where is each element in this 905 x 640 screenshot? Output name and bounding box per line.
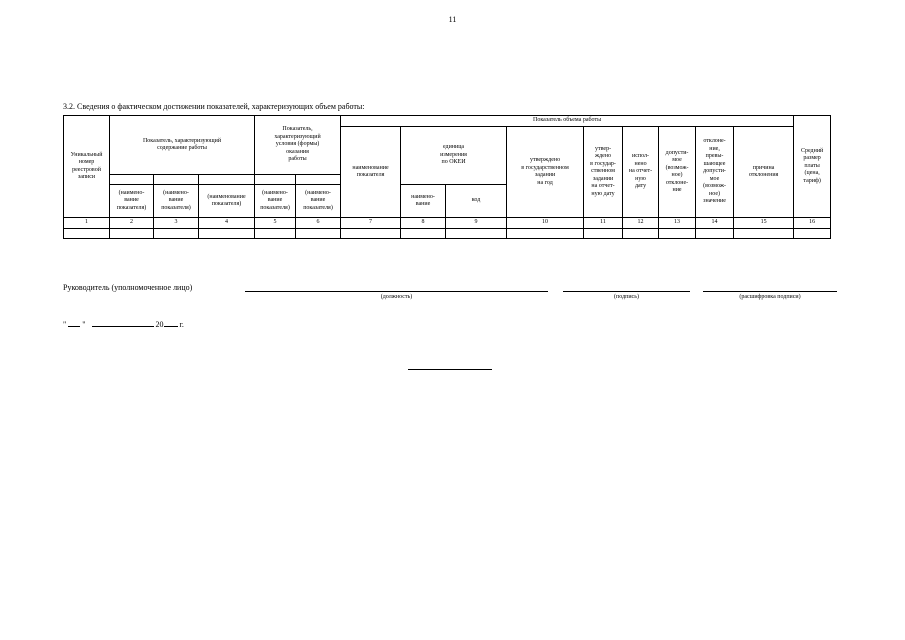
data-cell [659, 229, 696, 239]
section-title: 3.2. Сведения о фактическом достижении показателей, характеризующих объем работы: [63, 102, 365, 111]
date-line [63, 318, 184, 329]
data-cell [696, 229, 734, 239]
header-approved-report-date: утвер- ждено в государ- ственном задании на отчет- ную дату [584, 127, 623, 218]
column-number: 8 [401, 218, 446, 229]
year-suffix: г. [179, 320, 184, 329]
signature-caption: (подпись) [614, 294, 639, 300]
page-number: 11 [448, 15, 457, 24]
header-content-indicator: Показатель, характеризующий содержание работы [110, 116, 255, 175]
column-number: 2 [110, 218, 154, 229]
signature-line [563, 291, 690, 292]
volume-indicators-table [63, 115, 831, 239]
column-number: 5 [255, 218, 296, 229]
subheader-indicator-name: (наимено- вание показателя) [154, 185, 199, 218]
column-number: 15 [734, 218, 794, 229]
subheader-indicator-name: (наимено- вание показателя) [296, 185, 341, 218]
column-number: 9 [446, 218, 507, 229]
header-unit-name: наимено- вание [401, 185, 446, 218]
column-number: 3 [154, 218, 199, 229]
column-number: 1 [64, 218, 110, 229]
column-number: 12 [623, 218, 659, 229]
data-cell [199, 229, 255, 239]
blank-cell [296, 175, 341, 185]
month-blank [92, 318, 154, 327]
data-cell [296, 229, 341, 239]
header-unique-number: Уникальный номер реестровой записи [64, 116, 110, 218]
signatory-label: Руководитель (уполномоченное лицо) [63, 283, 193, 292]
column-number: 6 [296, 218, 341, 229]
position-line [245, 291, 548, 292]
header-unit-code: код [446, 185, 507, 218]
data-cell [507, 229, 584, 239]
column-number: 7 [341, 218, 401, 229]
decoding-line [703, 291, 837, 292]
header-average-price: Средний размер платы (цена, тариф) [794, 116, 831, 218]
data-cell [623, 229, 659, 239]
header-volume-indicator: Показатель объема работы [341, 116, 794, 127]
column-number: 13 [659, 218, 696, 229]
blank-cell [255, 175, 296, 185]
column-number: 16 [794, 218, 831, 229]
position-caption: (должность) [380, 294, 413, 300]
year-prefix: 20 [155, 320, 164, 329]
header-indicator-name: наименование показателя [341, 127, 401, 218]
subheader-indicator-name: (наименование показателя) [199, 185, 255, 218]
data-cell [446, 229, 507, 239]
footnote-separator [408, 369, 492, 370]
header-unit: единица измерения по ОКЕИ [401, 127, 507, 185]
decoding-caption: (расшифровка подписи) [739, 294, 801, 300]
date-open-quote: " [63, 320, 67, 329]
header-exceeding-deviation: отклоне- ние, превы- шающее допусти- мое (возмож- ное) значение [696, 127, 734, 218]
data-cell [255, 229, 296, 239]
data-cell [401, 229, 446, 239]
column-number: 14 [696, 218, 734, 229]
subheader-indicator-name: (наимено- вание показателя) [255, 185, 296, 218]
subheader-indicator-name: (наимено- вание показателя) [110, 185, 154, 218]
data-cell [584, 229, 623, 239]
column-number: 10 [507, 218, 584, 229]
blank-cell [199, 175, 255, 185]
blank-cell [110, 175, 154, 185]
header-condition-indicator: Показатель, характеризующий условия (формы) оказания работы [255, 116, 341, 175]
data-cell [341, 229, 401, 239]
data-cell [154, 229, 199, 239]
data-cell [734, 229, 794, 239]
data-cell [110, 229, 154, 239]
day-blank [68, 318, 80, 327]
header-approved-year: утверждено в государственном задании на год [507, 127, 584, 218]
header-deviation-reason: причина отклонения [734, 127, 794, 218]
data-cell [64, 229, 110, 239]
column-number: 4 [199, 218, 255, 229]
header-allowed-deviation: допусти- мое (возмож- ное) отклоне- ние [659, 127, 696, 218]
data-cell [794, 229, 831, 239]
date-close-quote: " [82, 320, 86, 329]
year-blank [164, 318, 178, 327]
header-executed: испол- нено на отчет- ную дату [623, 127, 659, 218]
blank-cell [154, 175, 199, 185]
column-number: 11 [584, 218, 623, 229]
